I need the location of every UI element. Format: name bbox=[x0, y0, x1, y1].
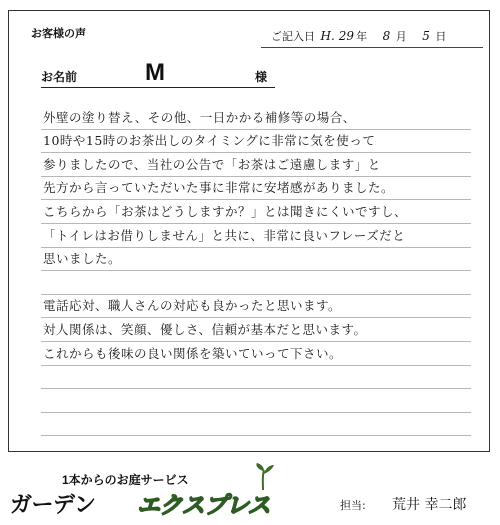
ruled-line bbox=[41, 342, 471, 366]
name-field bbox=[41, 59, 273, 87]
date-year: 29 bbox=[338, 29, 355, 43]
ruled-line bbox=[41, 224, 471, 248]
ruled-line bbox=[41, 318, 471, 342]
date-underline bbox=[261, 47, 483, 48]
name-label: お名前 bbox=[41, 70, 78, 84]
date-label: ご記入日 bbox=[271, 30, 315, 43]
staff-name: 荒井 幸二郎 bbox=[392, 497, 467, 513]
ruled-line bbox=[41, 295, 471, 319]
date-era: H. bbox=[320, 29, 335, 43]
brand-tagline: 1本からのお庭サービス bbox=[62, 473, 189, 487]
comment-body bbox=[41, 106, 471, 436]
ruled-line bbox=[41, 130, 471, 154]
date-day: 5 bbox=[422, 29, 430, 43]
ruled-line bbox=[41, 177, 471, 201]
date-year-unit: 年 bbox=[356, 30, 368, 43]
date-month-unit: 月 bbox=[395, 30, 407, 43]
ruled-line bbox=[41, 413, 471, 437]
ruled-line bbox=[41, 106, 471, 130]
comment-line: 10時や15時のお茶出しのタイミングに非常に気を使って bbox=[43, 133, 376, 149]
comment-line: 対人関係は、笑顔、優しさ、信頼が基本だと思います。 bbox=[43, 321, 367, 337]
brand-name: ガーデン bbox=[10, 492, 96, 517]
ruled-line bbox=[41, 271, 471, 295]
customer-name: M bbox=[145, 59, 165, 86]
comment-line: 先方から言っていただいた事に非常に安堵感がありました。 bbox=[43, 180, 395, 196]
name-underline bbox=[41, 87, 275, 88]
ruled-line bbox=[41, 153, 471, 177]
comment-line: 外壁の塗り替え、その他、一日かかる補修等の場合、 bbox=[43, 109, 356, 125]
ruled-line bbox=[41, 200, 471, 224]
testimonial-card bbox=[8, 10, 490, 452]
staff-label: 担当: bbox=[340, 499, 366, 512]
comment-line: 思いました。 bbox=[43, 251, 122, 267]
date-field bbox=[271, 28, 446, 44]
ruled-line bbox=[41, 248, 471, 272]
form-title: お客様の声 bbox=[31, 27, 86, 40]
name-honorific: 様 bbox=[255, 70, 268, 84]
comment-line: 電話応対、職人さんの対応も良かったと思います。 bbox=[43, 298, 342, 314]
comment-line: 参りましたので、当社の公告で「お茶はご遠慮します」と bbox=[43, 156, 381, 172]
ruled-line bbox=[41, 389, 471, 413]
date-day-unit: 日 bbox=[435, 30, 447, 43]
comment-line: こちらから「お茶はどうしますか？」とは聞きにくいですし、 bbox=[43, 203, 408, 219]
ruled-line bbox=[41, 366, 471, 390]
leaf-icon bbox=[248, 462, 278, 492]
brand-name-accent: エクスプレス bbox=[137, 492, 271, 518]
comment-line: これからも後味の良い関係を築いていって下さい。 bbox=[43, 345, 343, 361]
comment-line: 「トイレはお借りしません」と共に、非常に良いフレーズだと bbox=[43, 227, 406, 243]
date-month: 8 bbox=[382, 29, 391, 43]
